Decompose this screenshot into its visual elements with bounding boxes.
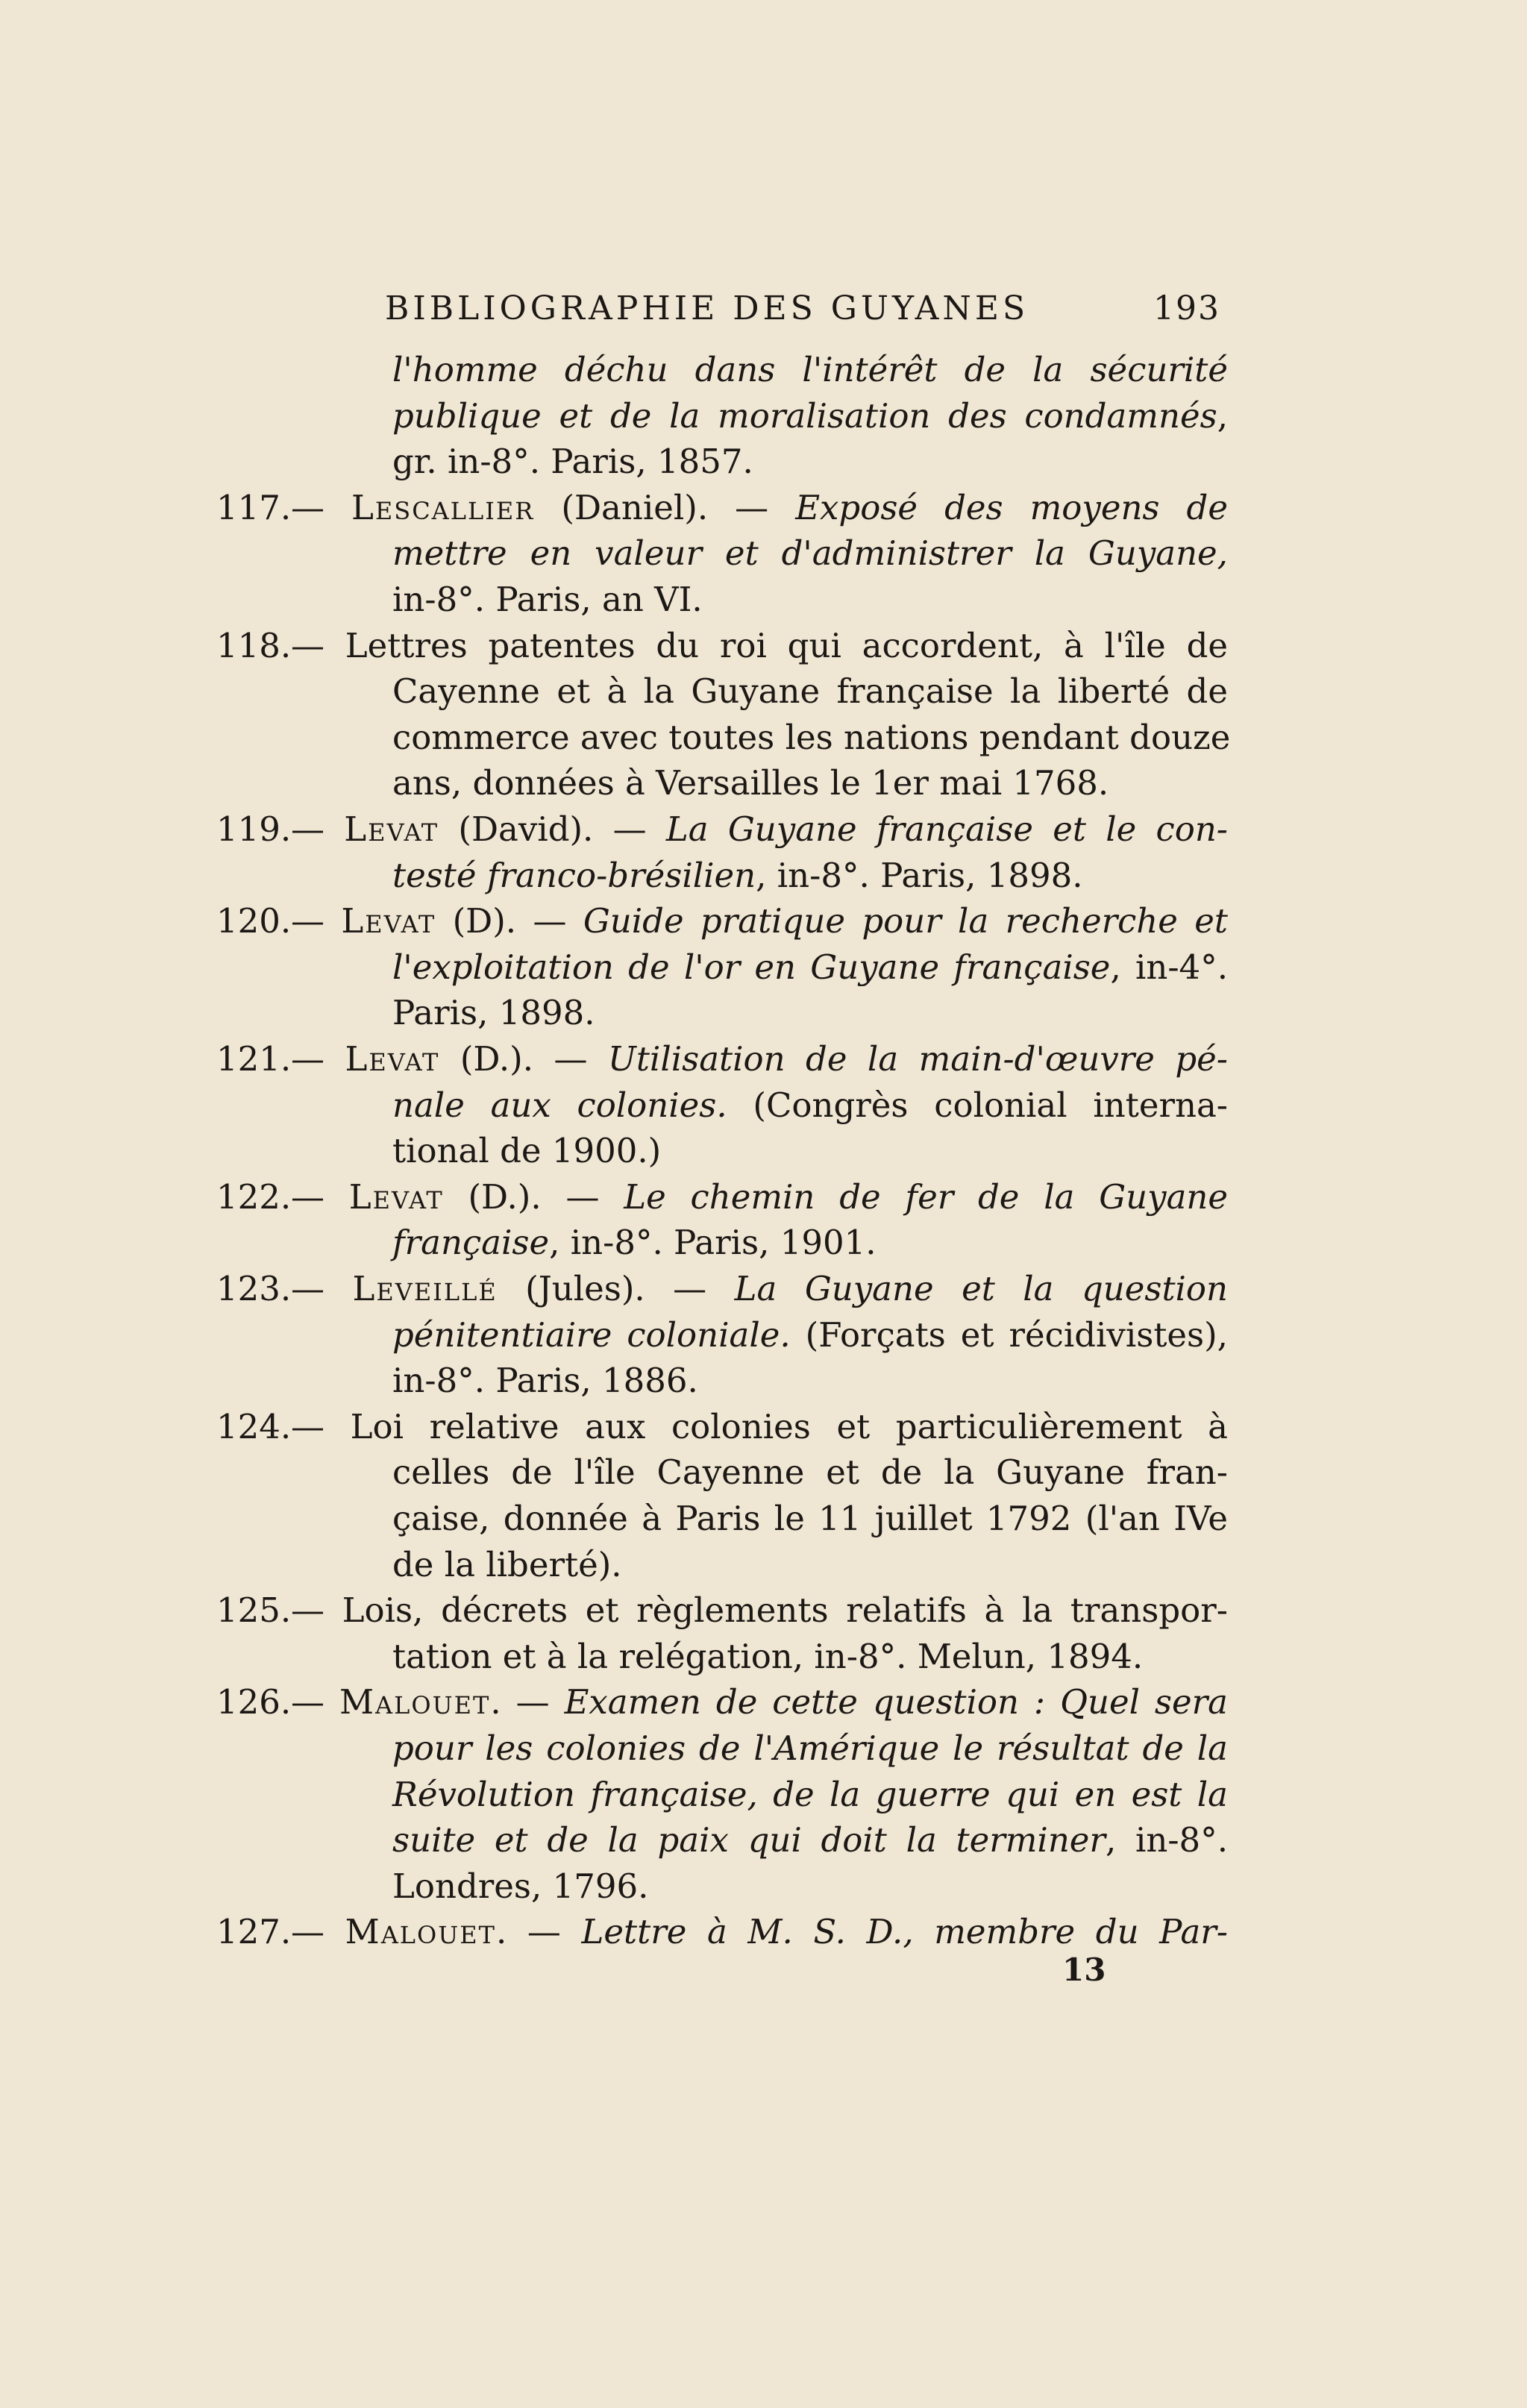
text-segment: — Lois, décrets et règlements relatifs à la transpor- (291, 1590, 1228, 1631)
text-line (392, 1313, 1228, 1358)
work-title: Guide pratique pour la recherche et (583, 901, 1228, 941)
work-title: testé franco-brésilien (392, 855, 756, 895)
entry-number: 123. (216, 1269, 292, 1308)
text-segment: in-8°. Paris, 1886. (392, 1361, 698, 1401)
text-segment: (D). — (436, 901, 583, 941)
header-title: BIBLIOGRAPHIE DES GUYANES (385, 289, 1029, 327)
text-segment: — (291, 809, 345, 849)
text-segment: gr. in-8°. Paris, 1857. (392, 442, 753, 482)
author-name: Malouet (345, 1912, 496, 1952)
text-line (216, 1910, 1228, 1954)
author-name: Levat (344, 809, 439, 849)
text-segment: — (291, 1269, 353, 1308)
text-segment: (David). — (439, 809, 666, 849)
text-line (216, 1267, 1228, 1311)
entry-number: 126. (216, 1682, 292, 1722)
work-title: La Guyane française et le con- (665, 809, 1229, 849)
text-segment: tional de 1900.) (392, 1131, 662, 1171)
text-line (392, 1864, 1228, 1909)
text-line (216, 1588, 1228, 1633)
text-segment: Cayenne et à la Guyane française la liberté de (392, 671, 1228, 712)
entry-number: 120. (216, 901, 292, 941)
signature-mark: 13 (1062, 1951, 1106, 1988)
author-name: Levat (341, 901, 436, 941)
text-segment: Paris, 1898. (392, 993, 595, 1033)
text-line (216, 1405, 1228, 1449)
entry-number: 127. (216, 1912, 292, 1952)
page-number: 193 (1153, 289, 1220, 327)
work-title: Révolution française, de la guerre qui en est la (392, 1774, 1228, 1814)
text-segment: . — (490, 1682, 565, 1722)
text-line (216, 899, 1228, 944)
entry-number: 122. (216, 1176, 292, 1217)
text-segment: , in-8°. Paris, 1901. (549, 1223, 877, 1263)
work-title: Lettre à M. S. D., membre du Par- (581, 1912, 1228, 1952)
text-segment: — (291, 487, 352, 527)
author-name: Levat (345, 1039, 440, 1079)
text-line (392, 1358, 1228, 1403)
text-segment: (Daniel). — (534, 487, 796, 527)
text-segment: ans, données à Versailles le 1er mai 1768. (392, 763, 1109, 803)
text-segment: (Forçats et récidivistes), (790, 1314, 1228, 1355)
text-line (216, 1680, 1228, 1725)
work-title: l'homme déchu dans l'intérêt de la sécurité (392, 350, 1228, 389)
text-segment: — (291, 1039, 345, 1079)
text-line (392, 1772, 1228, 1817)
text-segment: tation et à la relégation, in-8°. Melun, 1894. (392, 1636, 1144, 1676)
text-line (392, 991, 1228, 1035)
text-segment: (D.). — (439, 1039, 608, 1079)
text-segment: çaise, donnée à Paris le 11 juillet 1792 (l'an IVe (392, 1499, 1228, 1538)
text-segment: , in-8°. Paris, 1898. (756, 855, 1083, 895)
entry-number: 118. (216, 625, 292, 665)
text-segment: , (1217, 395, 1228, 436)
running-header (385, 289, 1220, 327)
work-title: pour les colonies de l'Amérique le résultat de la (392, 1728, 1228, 1768)
text-line (392, 1726, 1228, 1771)
work-title: pénitentiaire coloniale. (392, 1314, 791, 1355)
text-line (392, 1634, 1228, 1679)
text-line (392, 439, 1228, 484)
text-segment: (D.). — (443, 1176, 624, 1217)
author-name: Malouet (339, 1682, 491, 1722)
text-segment: — (291, 1912, 345, 1952)
entry-number: 117. (216, 487, 292, 527)
text-line (392, 715, 1231, 760)
text-line (392, 1450, 1228, 1495)
work-title: Exposé des moyens de (795, 487, 1228, 527)
text-line (392, 1220, 1228, 1265)
author-name: Leveillé (352, 1269, 498, 1308)
text-line (392, 348, 1228, 392)
text-line (392, 945, 1228, 990)
work-title: l'exploitation de l'or en Guyane française (392, 947, 1111, 987)
work-title: publique et de la moralisation des condamnés (392, 395, 1217, 436)
text-line (392, 1129, 1228, 1173)
work-title: mettre en valeur et d'administrer la Guyane, (392, 533, 1228, 574)
text-line (392, 1496, 1228, 1541)
text-line (392, 669, 1228, 714)
text-segment: Londres, 1796. (392, 1866, 649, 1906)
text-segment: — (291, 901, 342, 941)
entry-number: 119. (216, 809, 292, 849)
text-line (216, 807, 1228, 852)
text-line (392, 531, 1228, 576)
text-line (392, 761, 1228, 806)
text-line (216, 624, 1228, 668)
text-line (392, 577, 1228, 622)
work-title: française (392, 1223, 550, 1263)
text-line (392, 394, 1228, 439)
text-segment: — Lettres patentes du roi qui accordent, à l'île de (291, 625, 1228, 665)
text-segment: . — (495, 1912, 582, 1952)
text-segment: (Congrès colonial interna- (727, 1085, 1228, 1125)
text-segment: , in-4°. (1110, 947, 1228, 987)
text-line (216, 1037, 1228, 1082)
text-segment: celles de l'île Cayenne et de la Guyane fran- (392, 1452, 1228, 1493)
work-title: suite et de la paix qui doit la terminer (392, 1820, 1106, 1860)
text-segment: de la liberté). (392, 1544, 622, 1584)
work-title: La Guyane et la question (734, 1269, 1228, 1308)
entry-number: 125. (216, 1590, 292, 1631)
author-name: Lescallier (351, 487, 535, 527)
text-line (216, 1175, 1228, 1220)
text-line (392, 1083, 1228, 1128)
work-title: Utilisation de la main-d'œuvre pé- (607, 1039, 1228, 1079)
work-title: Examen de cette question : Quel sera (564, 1682, 1228, 1722)
text-line (392, 1818, 1228, 1863)
work-title: nale aux colonies. (392, 1085, 727, 1125)
entry-number: 121. (216, 1039, 292, 1079)
entry-number: 124. (216, 1406, 292, 1446)
text-segment: commerce avec toutes les nations pendant douze (392, 717, 1231, 757)
text-line (216, 486, 1228, 530)
text-segment: — (291, 1682, 339, 1722)
text-segment: (Jules). — (497, 1269, 735, 1308)
text-segment: — (291, 1176, 349, 1217)
work-title: Le chemin de fer de la Guyane (624, 1176, 1229, 1217)
text-segment: in-8°. Paris, an VI. (392, 580, 703, 619)
author-name: Levat (348, 1176, 444, 1217)
text-segment: — Loi relative aux colonies et particulièrement à (291, 1406, 1228, 1446)
text-segment: , in-8°. (1105, 1820, 1228, 1860)
text-line (392, 853, 1228, 898)
text-line (392, 1543, 1228, 1587)
